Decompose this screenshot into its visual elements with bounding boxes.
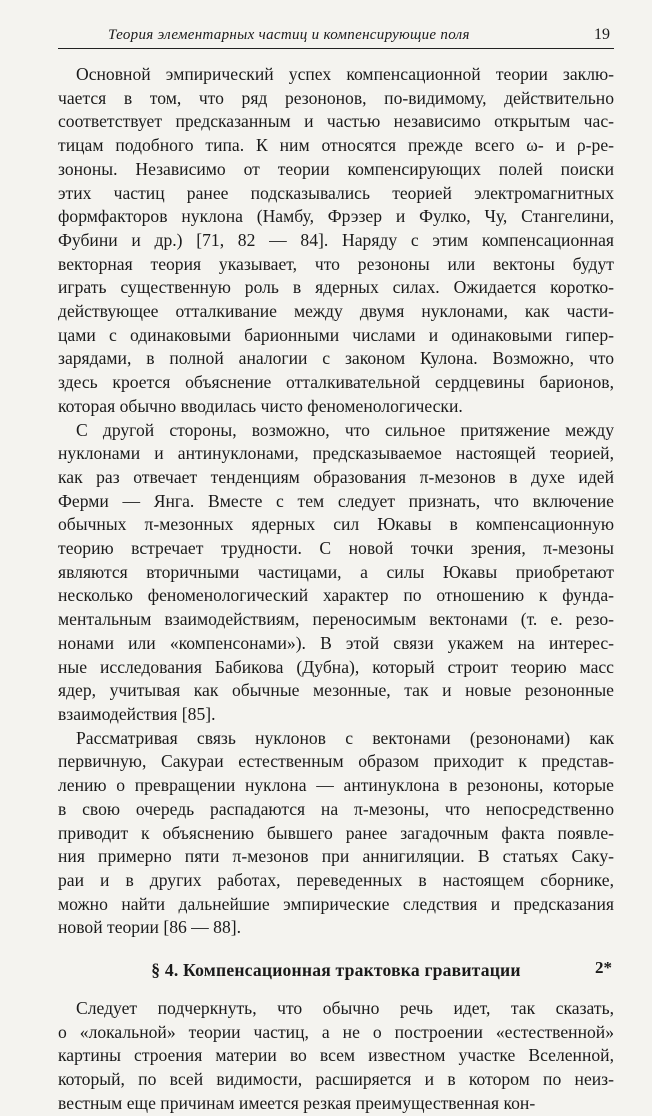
text-line: лению о превращении нуклона — антинуклона в резононы, которые — [58, 775, 614, 796]
text-line: ядер, учитывая как обычные мезонные, так и новые резононные — [58, 680, 614, 701]
text-line: формфакторов нуклона (Намбу, Фрэзер и Фулко, Чу, Стангелини, — [58, 206, 614, 227]
text-line: нонами или «компенсонами»). В этой связи укажем на интерес- — [58, 632, 614, 653]
text-line: можно найти дальнейшие эмпирические следствия и предсказания — [58, 893, 614, 914]
paragraph — [58, 63, 614, 419]
text-line: действующее отталкивание между двумя нуклонами, как части- — [58, 301, 614, 322]
text-line: вестным еще причинам имеется резкая преимущественная кон- — [58, 1092, 536, 1113]
text-line: обычных π-мезонных ядерных сил Юкавы в компенсационную — [58, 514, 614, 535]
section-heading: § 4. Компенсационная трактовка гравитации — [151, 960, 521, 981]
text-line: теорию встречает трудности. С новой точки зрения, π-мезоны — [58, 538, 614, 559]
text-line: соответствует предсказанным и частью независимо открытым час- — [58, 111, 614, 132]
text-line: приводит к объяснению бывшего ранее загадочным факта появле- — [58, 822, 614, 843]
text-line: тицам подобного типа. К ним относятся прежде всего ω- и ρ-ре- — [58, 135, 614, 156]
text-line: который, по всей видимости, расширяется и в котором по неиз- — [58, 1069, 614, 1090]
text-line: Следует подчеркнуть, что обычно речь идет, так сказать, — [76, 998, 614, 1019]
paragraph — [58, 419, 614, 727]
text-line: ные исследования Бабикова (Дубна), который строит теорию масс — [58, 656, 614, 677]
running-header — [58, 26, 614, 49]
text-line: картины строения материи во всем известном участке Вселенной, — [58, 1045, 614, 1066]
paragraph — [58, 997, 614, 1116]
text-line: о «локальной» теории частиц, а не о построении «естественной» — [58, 1021, 614, 1042]
text-line: являются вторичными частицами, а силы Юкавы приобретают — [58, 561, 614, 582]
body-text — [58, 63, 614, 940]
text-line: нуклонами и антинуклонами, предсказываемое настоящей теорией, — [58, 443, 614, 464]
text-line: взаимодействия [85]. — [58, 703, 216, 724]
text-line: здесь кроется объяснение отталкивательной сердцевины барионов, — [58, 372, 614, 393]
final-paragraph-container — [58, 997, 614, 1116]
text-line: новой теории [86 — 88]. — [58, 917, 242, 938]
text-line: Ферми — Янга. Вместе с тем следует признать, что включение — [58, 490, 614, 511]
text-line: зарядами, в полной аналогии с законом Кулона. Возможно, что — [58, 348, 614, 369]
text-line: С другой стороны, возможно, что сильное притяжение между — [76, 419, 614, 440]
text-line: раи и в других работах, переведенных в настоящем сборнике, — [58, 869, 614, 890]
text-line: этих частиц ранее подсказывались теорией электромагнитных — [58, 182, 614, 203]
text-line: которая обычно вводилась чисто феноменологически. — [58, 395, 463, 416]
text-line: ния примерно пяти π-мезонов при аннигиляции. В статьях Саку- — [58, 846, 614, 867]
paragraph — [58, 727, 614, 940]
text-line: несколько феноменологический характер по отношению к фунда- — [58, 585, 614, 606]
text-line: Рассматривая связь нуклонов с вектонами (резононами) как — [76, 727, 614, 748]
text-line: играть существенную роль в ядерных силах. Ожидается коротко- — [58, 277, 614, 298]
text-line: цами с одинаковыми барионными числами и одинаковыми гипер- — [58, 324, 614, 345]
text-line: первичную, Сакураи естественным образом приходит к представ- — [58, 751, 614, 772]
text-line: Основной эмпирический успех компенсационной теории заклю- — [76, 64, 614, 84]
signature-mark: 2* — [595, 958, 612, 977]
text-line: ментальным взаимодействиям, переносимым вектонами (т. е. резо- — [58, 609, 614, 630]
running-header-title: Теория элементарных частиц и компенсирующие поля — [108, 27, 470, 43]
text-line: в свою очередь распадаются на π-мезоны, что непосредственно — [58, 798, 614, 819]
text-line: чается в том, что ряд резононов, по-видимому, действительно — [58, 87, 614, 108]
text-line: как раз отвечает тенденциям образования π-мезонов в духе идей — [58, 466, 614, 487]
text-line: векторная теория указывает, что резононы или вектоны будут — [58, 253, 614, 274]
text-line: зононы. Независимо от теории компенсирующих полей поиски — [58, 158, 614, 179]
text-line: Фубини и др.) [71, 82 — 84]. Наряду с этим компенсационная — [58, 229, 614, 250]
page-number: 19 — [594, 26, 610, 43]
